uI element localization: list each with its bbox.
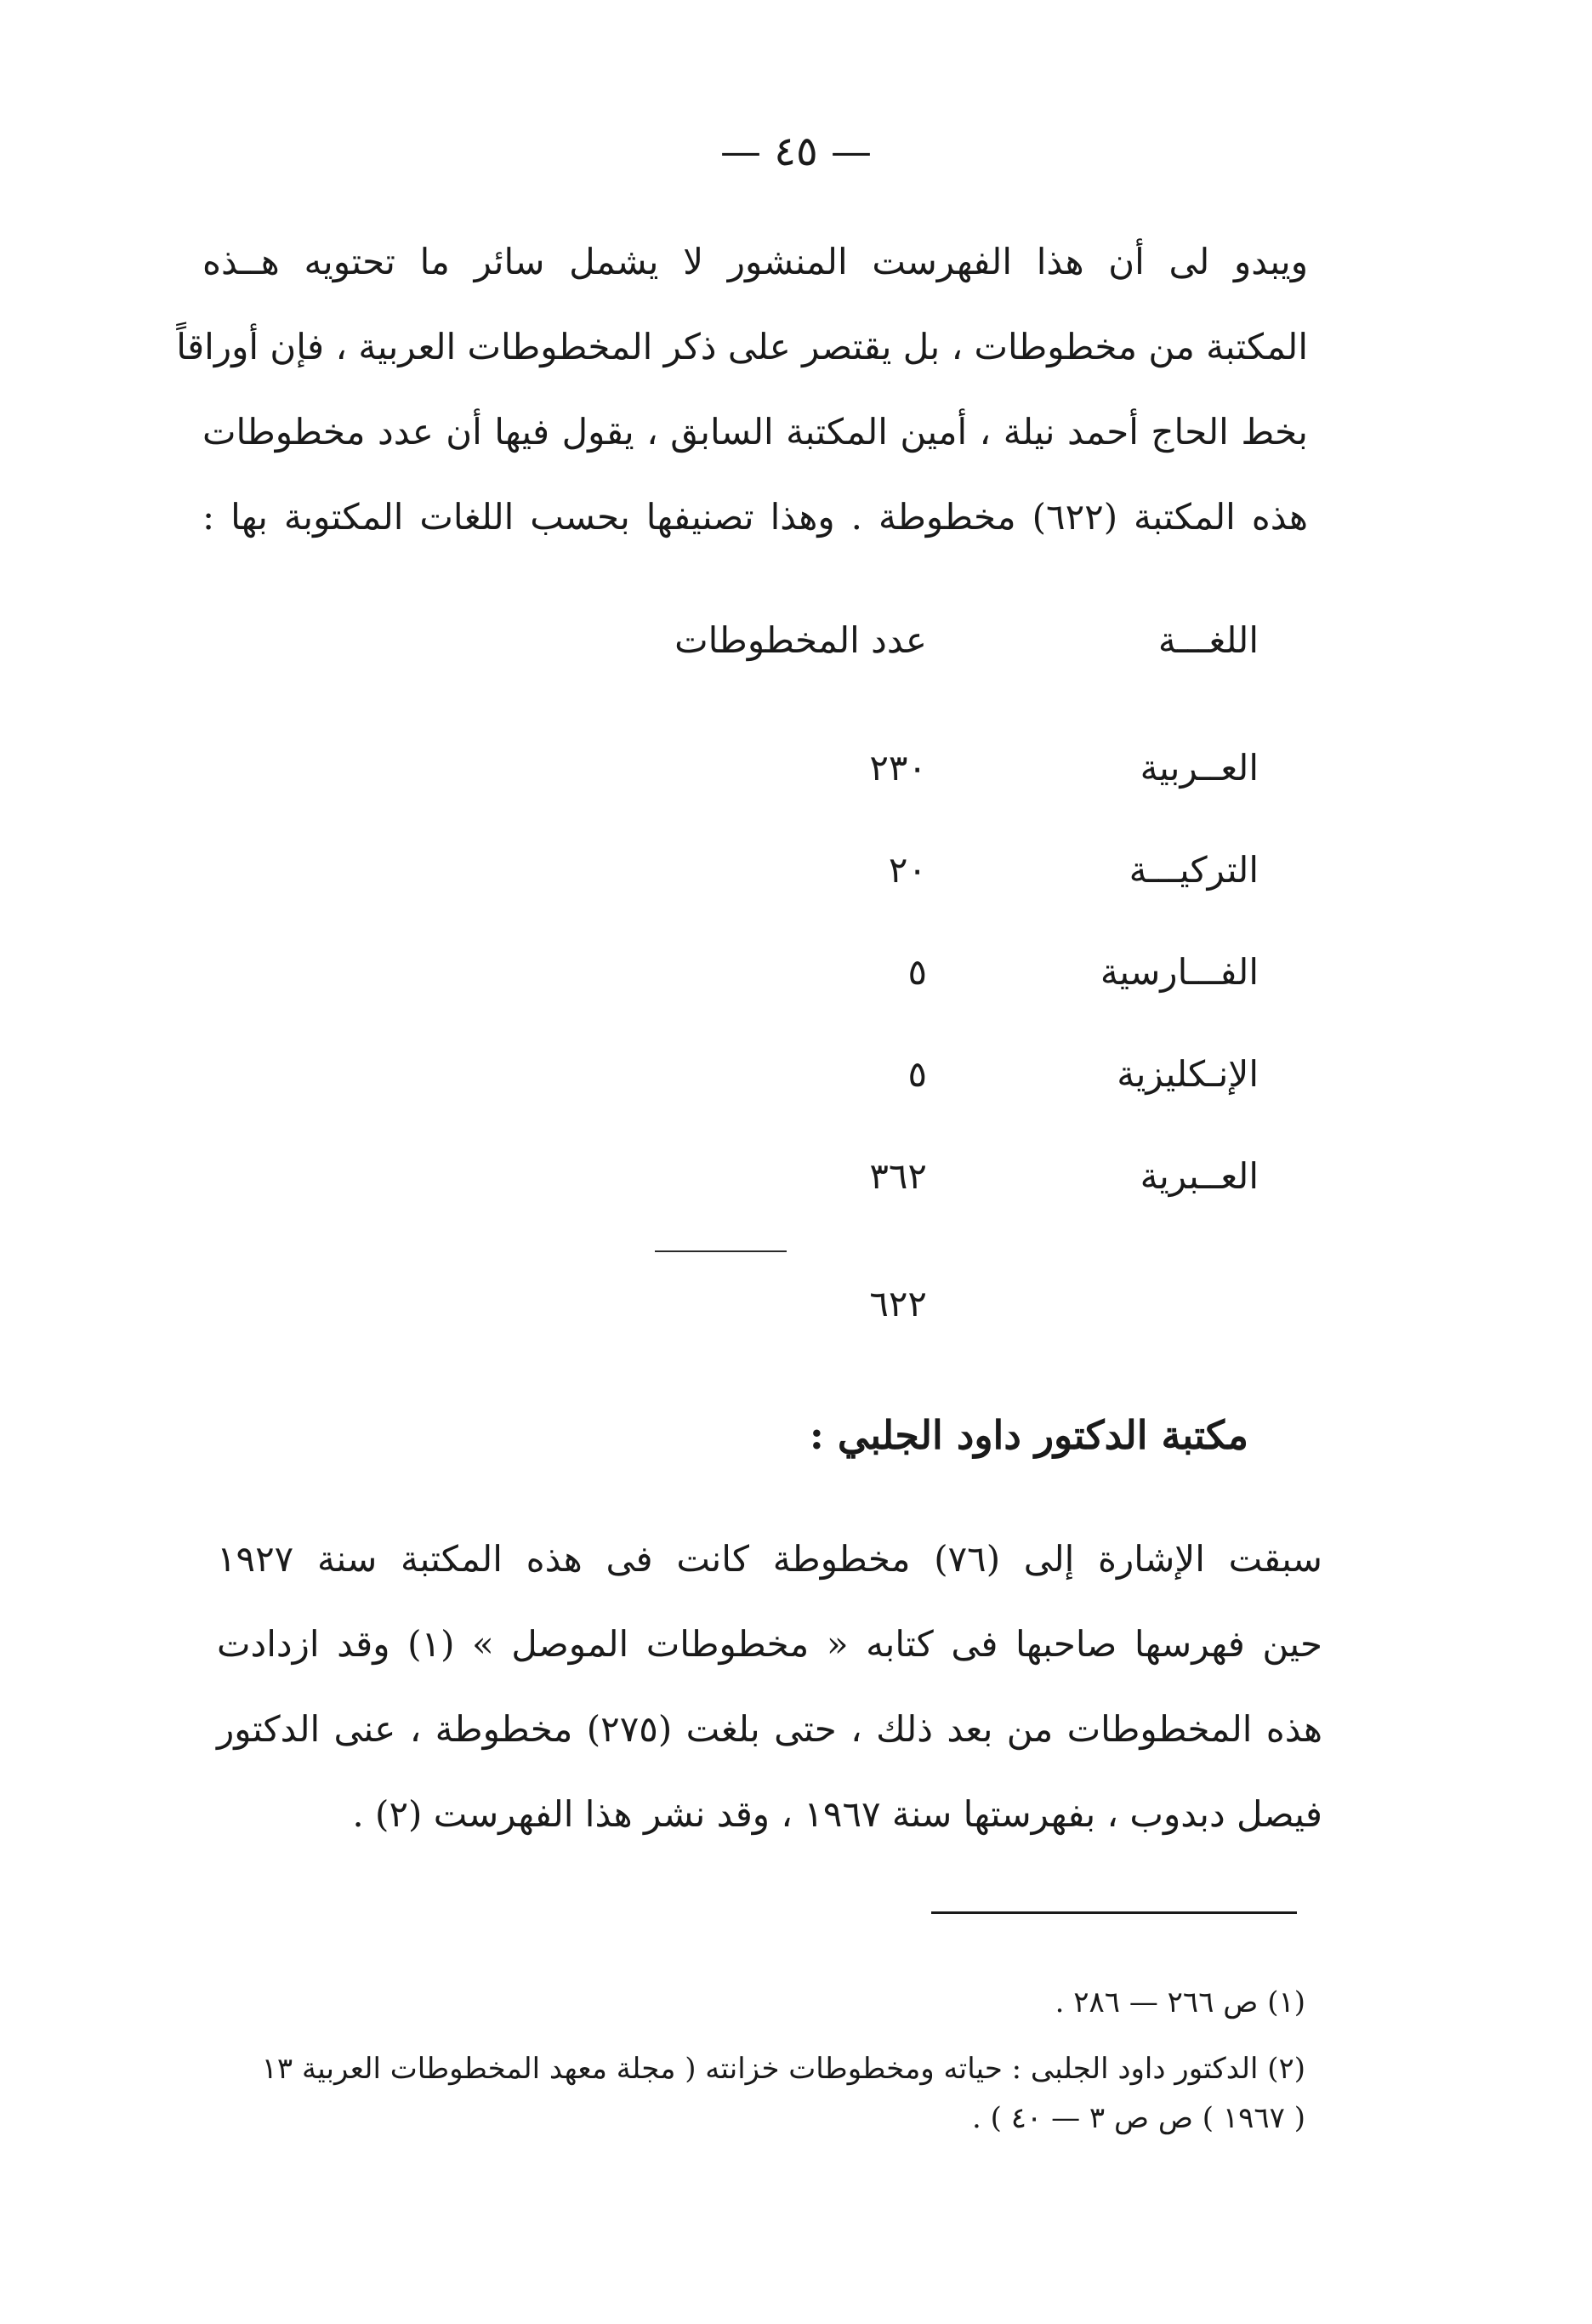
header-language: اللغـــة [1157, 619, 1259, 661]
paragraph-line: سبقت الإشارة إلى (٧٦) مخطوطة كانت فى هذه المكتبة سنة ١٩٢٧ [217, 1538, 1322, 1580]
footnote-2 [217, 2044, 1322, 2143]
row-count: ٢٣٠ [869, 747, 927, 789]
header-count: عدد المخطوطات [674, 619, 927, 661]
page-number: — ٤٥ — [719, 128, 873, 175]
manuscripts-by-language-table [663, 595, 1259, 1361]
row-language: العــربية [1140, 747, 1259, 789]
row-count: ٣٦٢ [869, 1155, 927, 1197]
paragraph-line: فيصل دبدوب ، بفهرستها سنة ١٩٦٧ ، وقد نشر هذا الفهرست (٢) . [352, 1793, 1322, 1835]
footnote-1: (١) ص ٢٦٦ — ٢٨٦ . [1055, 1985, 1305, 2019]
footnotes [217, 1978, 1322, 2143]
total-divider [655, 1250, 787, 1252]
total-count: ٦٢٢ [869, 1283, 927, 1324]
row-count: ٥ [907, 1053, 927, 1095]
paragraph-line: المكتبة من مخطوطات ، بل يقتصر على ذكر المخطوطات العربية ، فإن أوراقاً [176, 326, 1308, 367]
paragraph-line: حين فهرسها صاحبها فى كتابه « مخطوطات الموصل » (١) وقد ازدادت [217, 1623, 1322, 1665]
row-language: الإنـكليزية [1117, 1053, 1259, 1095]
row-language: التركيـــة [1129, 849, 1259, 891]
row-language: العــبرية [1140, 1155, 1259, 1197]
footnote-2-line: ( ١٩٦٧ ) ص ص ٣ — ٤٠ ) . [972, 2101, 1305, 2135]
footnote-divider [931, 1911, 1297, 1914]
row-count: ٥ [907, 951, 927, 993]
row-language: الفـــارسية [1100, 951, 1259, 993]
section-heading: مكتبة الدكتور داود الجلبي : [809, 1412, 1248, 1458]
paragraph-line: هذه المكتبة (٦٢٢) مخطوطة . وهذا تصنيفها بحسب اللغات المكتوبة بها : [202, 496, 1308, 538]
intro-paragraph [176, 219, 1308, 560]
row-count: ٢٠ [888, 849, 927, 891]
paragraph-line: ويبدو لى أن هذا الفهرست المنشور لا يشمل سائر ما تحتويه هــذه [202, 241, 1308, 282]
paragraph-line: بخط الحاج أحمد نيلة ، أمين المكتبة السابق ، يقول فيها أن عدد مخطوطات [202, 411, 1308, 453]
footnote-2-line: (٢) الدكتور داود الجلبى : حياته ومخطوطات خزانته ( مجلة معهد المخطوطات العربية ١٣ [261, 2052, 1305, 2086]
library-paragraph [217, 1517, 1322, 1857]
paragraph-line: هذه المخطوطات من بعد ذلك ، حتى بلغت (٢٧٥) مخطوطة ، عنى الدكتور [217, 1708, 1323, 1750]
